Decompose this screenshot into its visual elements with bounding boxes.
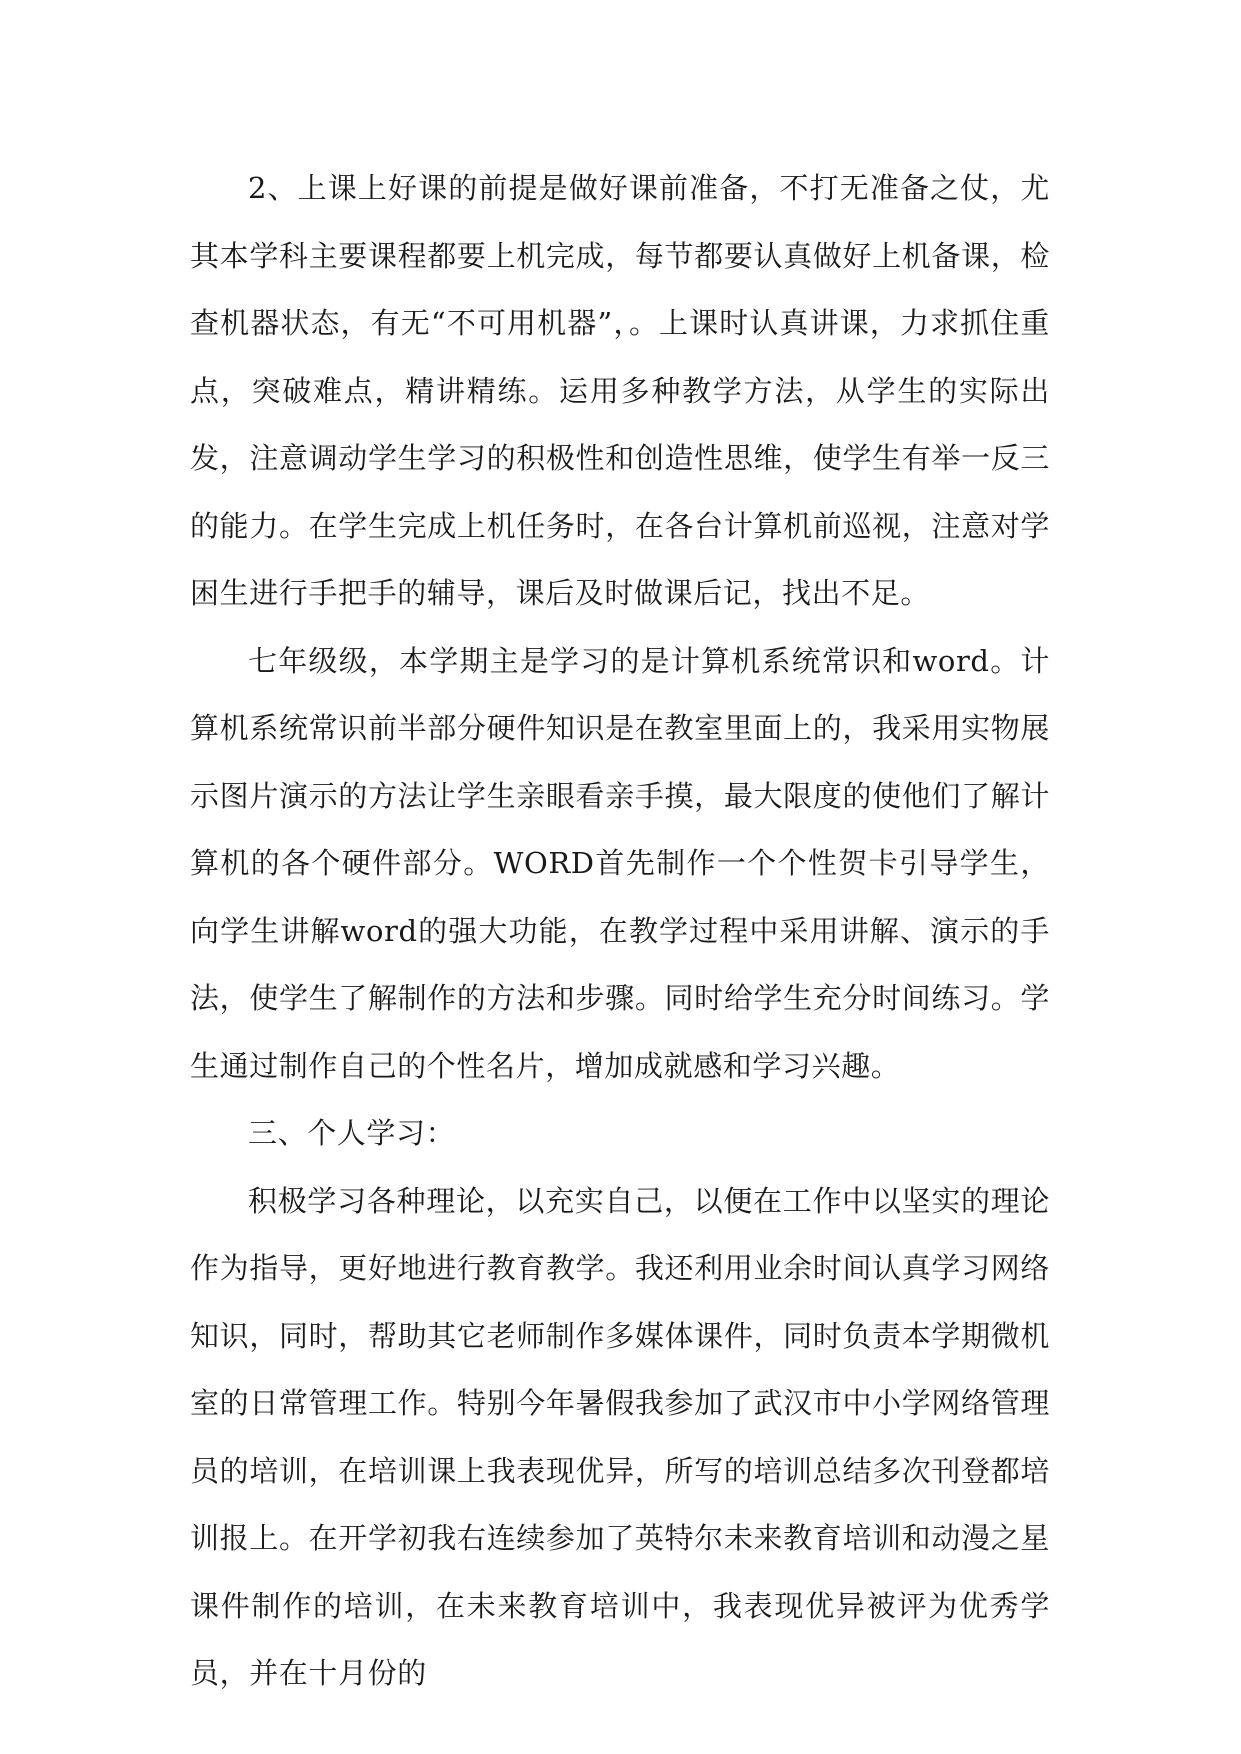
section-heading-personal-study: 三、个人学习： [248, 1116, 456, 1150]
paragraph-lesson-preparation: 2、上课上好课的前提是做好课前准备，不打无准备之仗，尤其本学科主要课程都要上机完成，每节都要认真做好上机备课，检查机器状态，有无“不可用机器”，。上课时认真讲课，力求抓住重点，突破难点，精讲精练。运用多种教学方法，从学生的实际出发，注意调动学生学习的积极性和创造性思维，使学生有举一反三的能力。在学生完成上机任务时，在各台计算机前巡视，注意对学困生进行手把手的辅导，课后及时做课后记，找出不足。 [190, 171, 1050, 610]
paragraph-grade-seven-curriculum: 七年级级，本学期主是学习的是计算机系统常识和word。计算机系统常识前半部分硬件知识是在教室里面上的，我采用实物展示图片演示的方法让学生亲眼看亲手摸，最大限度的使他们了解计算机的各个硬件部分。WORD首先制作一个个性贺卡引导学生，向学生讲解word的强大功能，在教学过程中采用讲解、演示的手法，使学生了解制作的方法和步骤。同时给学生充分时间练习。学生通过制作自己的个性名片，增加成就感和学习兴趣。 [190, 643, 1050, 1083]
document-body [190, 155, 1050, 1708]
paragraph-personal-study: 积极学习各种理论，以充实自己，以便在工作中以坚实的理论作为指导，更好地进行教育教学。我还利用业余时间认真学习网络知识，同时，帮助其它老师制作多媒体课件，同时负责本学期微机室的日常管理工作。特别今年暑假我参加了武汉市中小学网络管理员的培训，在培训课上我表现优异，所写的培训总结多次刊登都培训报上。在开学初我右连续参加了英特尔未来教育培训和动漫之星课件制作的培训，在未来教育培训中，我表现优异被评为优秀学员，并在十月份的 [190, 1183, 1050, 1690]
